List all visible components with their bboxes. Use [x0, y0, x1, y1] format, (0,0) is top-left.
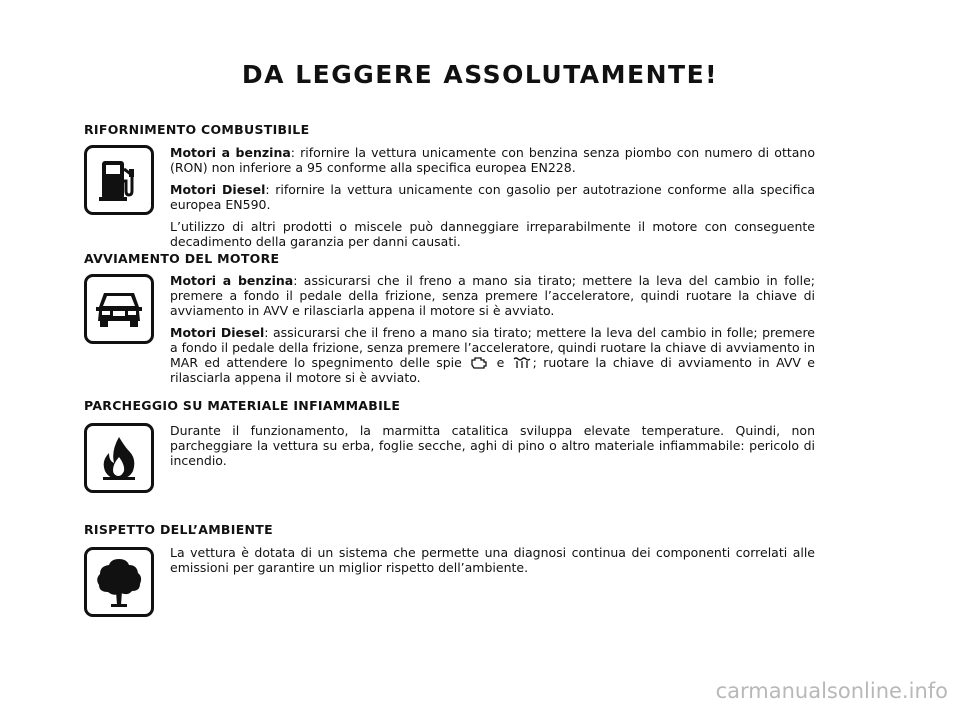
car-icon-box	[84, 274, 154, 344]
label-diesel: Motori Diesel	[170, 325, 265, 340]
tree-icon-box	[84, 547, 154, 617]
section-heading-parking: PARCHEGGIO SU MATERIALE INFIAMMABILE	[84, 398, 401, 413]
tree-icon	[94, 555, 144, 609]
text-diesel-b: e	[496, 355, 505, 370]
text-parking: Durante il funzionamento, la marmitta catalitica sviluppa elevate temperature. Quindi, non parcheggiare la vettura su erba, foglie secche, aghi di pino o altro materiale infiammabile: pericolo di incendio.	[170, 423, 815, 468]
section-text-fuel	[170, 145, 815, 256]
page-title: DA LEGGERE ASSOLUTAMENTE!	[241, 60, 719, 89]
section-heading-start: AVVIAMENTO DEL MOTORE	[84, 251, 280, 266]
section-heading-environment: RISPETTO DELL’AMBIENTE	[84, 522, 273, 537]
fuel-pump-icon	[94, 155, 144, 205]
glow-plug-icon	[513, 356, 531, 370]
text-benzina: : assicurarsi che il freno a mano sia tirato; mettere la leva del cambio in folle; premere a fondo il pedale della frizione, senza premere l’acceleratore, quindi ruotare la chiave di avviamento in AVV e rilasciarla appena il motore si è avviato.	[170, 273, 815, 318]
section-heading-fuel: RIFORNIMENTO COMBUSTIBILE	[84, 122, 310, 137]
label-benzina: Motori a benzina	[170, 145, 291, 160]
section-text-start	[170, 273, 815, 392]
text-diesel-a: : assicurarsi che il freno a mano sia tirato; mettere la leva del cambio in folle; premere a fondo il pedale della frizione, senza premere l’acceleratore, quindi ruotare la chiave di avviamento in MAR ed attendere lo spegnimento delle spie	[170, 325, 815, 370]
text-environment: La vettura è dotata di un sistema che permette una diagnosi continua dei componenti correlati alle emissioni per garantire un miglior rispetto dell’ambiente.	[170, 545, 815, 575]
section-text-parking	[170, 423, 815, 475]
watermark: carmanualsonline.info	[715, 679, 948, 703]
label-diesel: Motori Diesel	[170, 182, 266, 197]
flame-icon-box	[84, 423, 154, 493]
text-diesel: : rifornire la vettura unicamente con gasolio per autotrazione conforme alla specifica europea EN590.	[170, 182, 815, 212]
text-benzina: : rifornire la vettura unicamente con benzina senza piombo con numero di ottano (RON) non inferiore a 95 conforme alla specifica europea EN228.	[170, 145, 815, 175]
car-front-icon	[92, 287, 146, 331]
label-benzina: Motori a benzina	[170, 273, 294, 288]
section-text-environment	[170, 545, 815, 582]
fuel-icon-box	[84, 145, 154, 215]
text-warning: L’utilizzo di altri prodotti o miscele può danneggiare irreparabilmente il motore con conseguente decadimento della garanzia per danni causati.	[170, 219, 815, 249]
flame-icon	[97, 433, 141, 483]
text-diesel-c: ; ruotare la chiave di avviamento in AVV e rilasciarla appena il motore si è avviato.	[170, 355, 815, 385]
engine-warning-icon	[470, 356, 488, 370]
